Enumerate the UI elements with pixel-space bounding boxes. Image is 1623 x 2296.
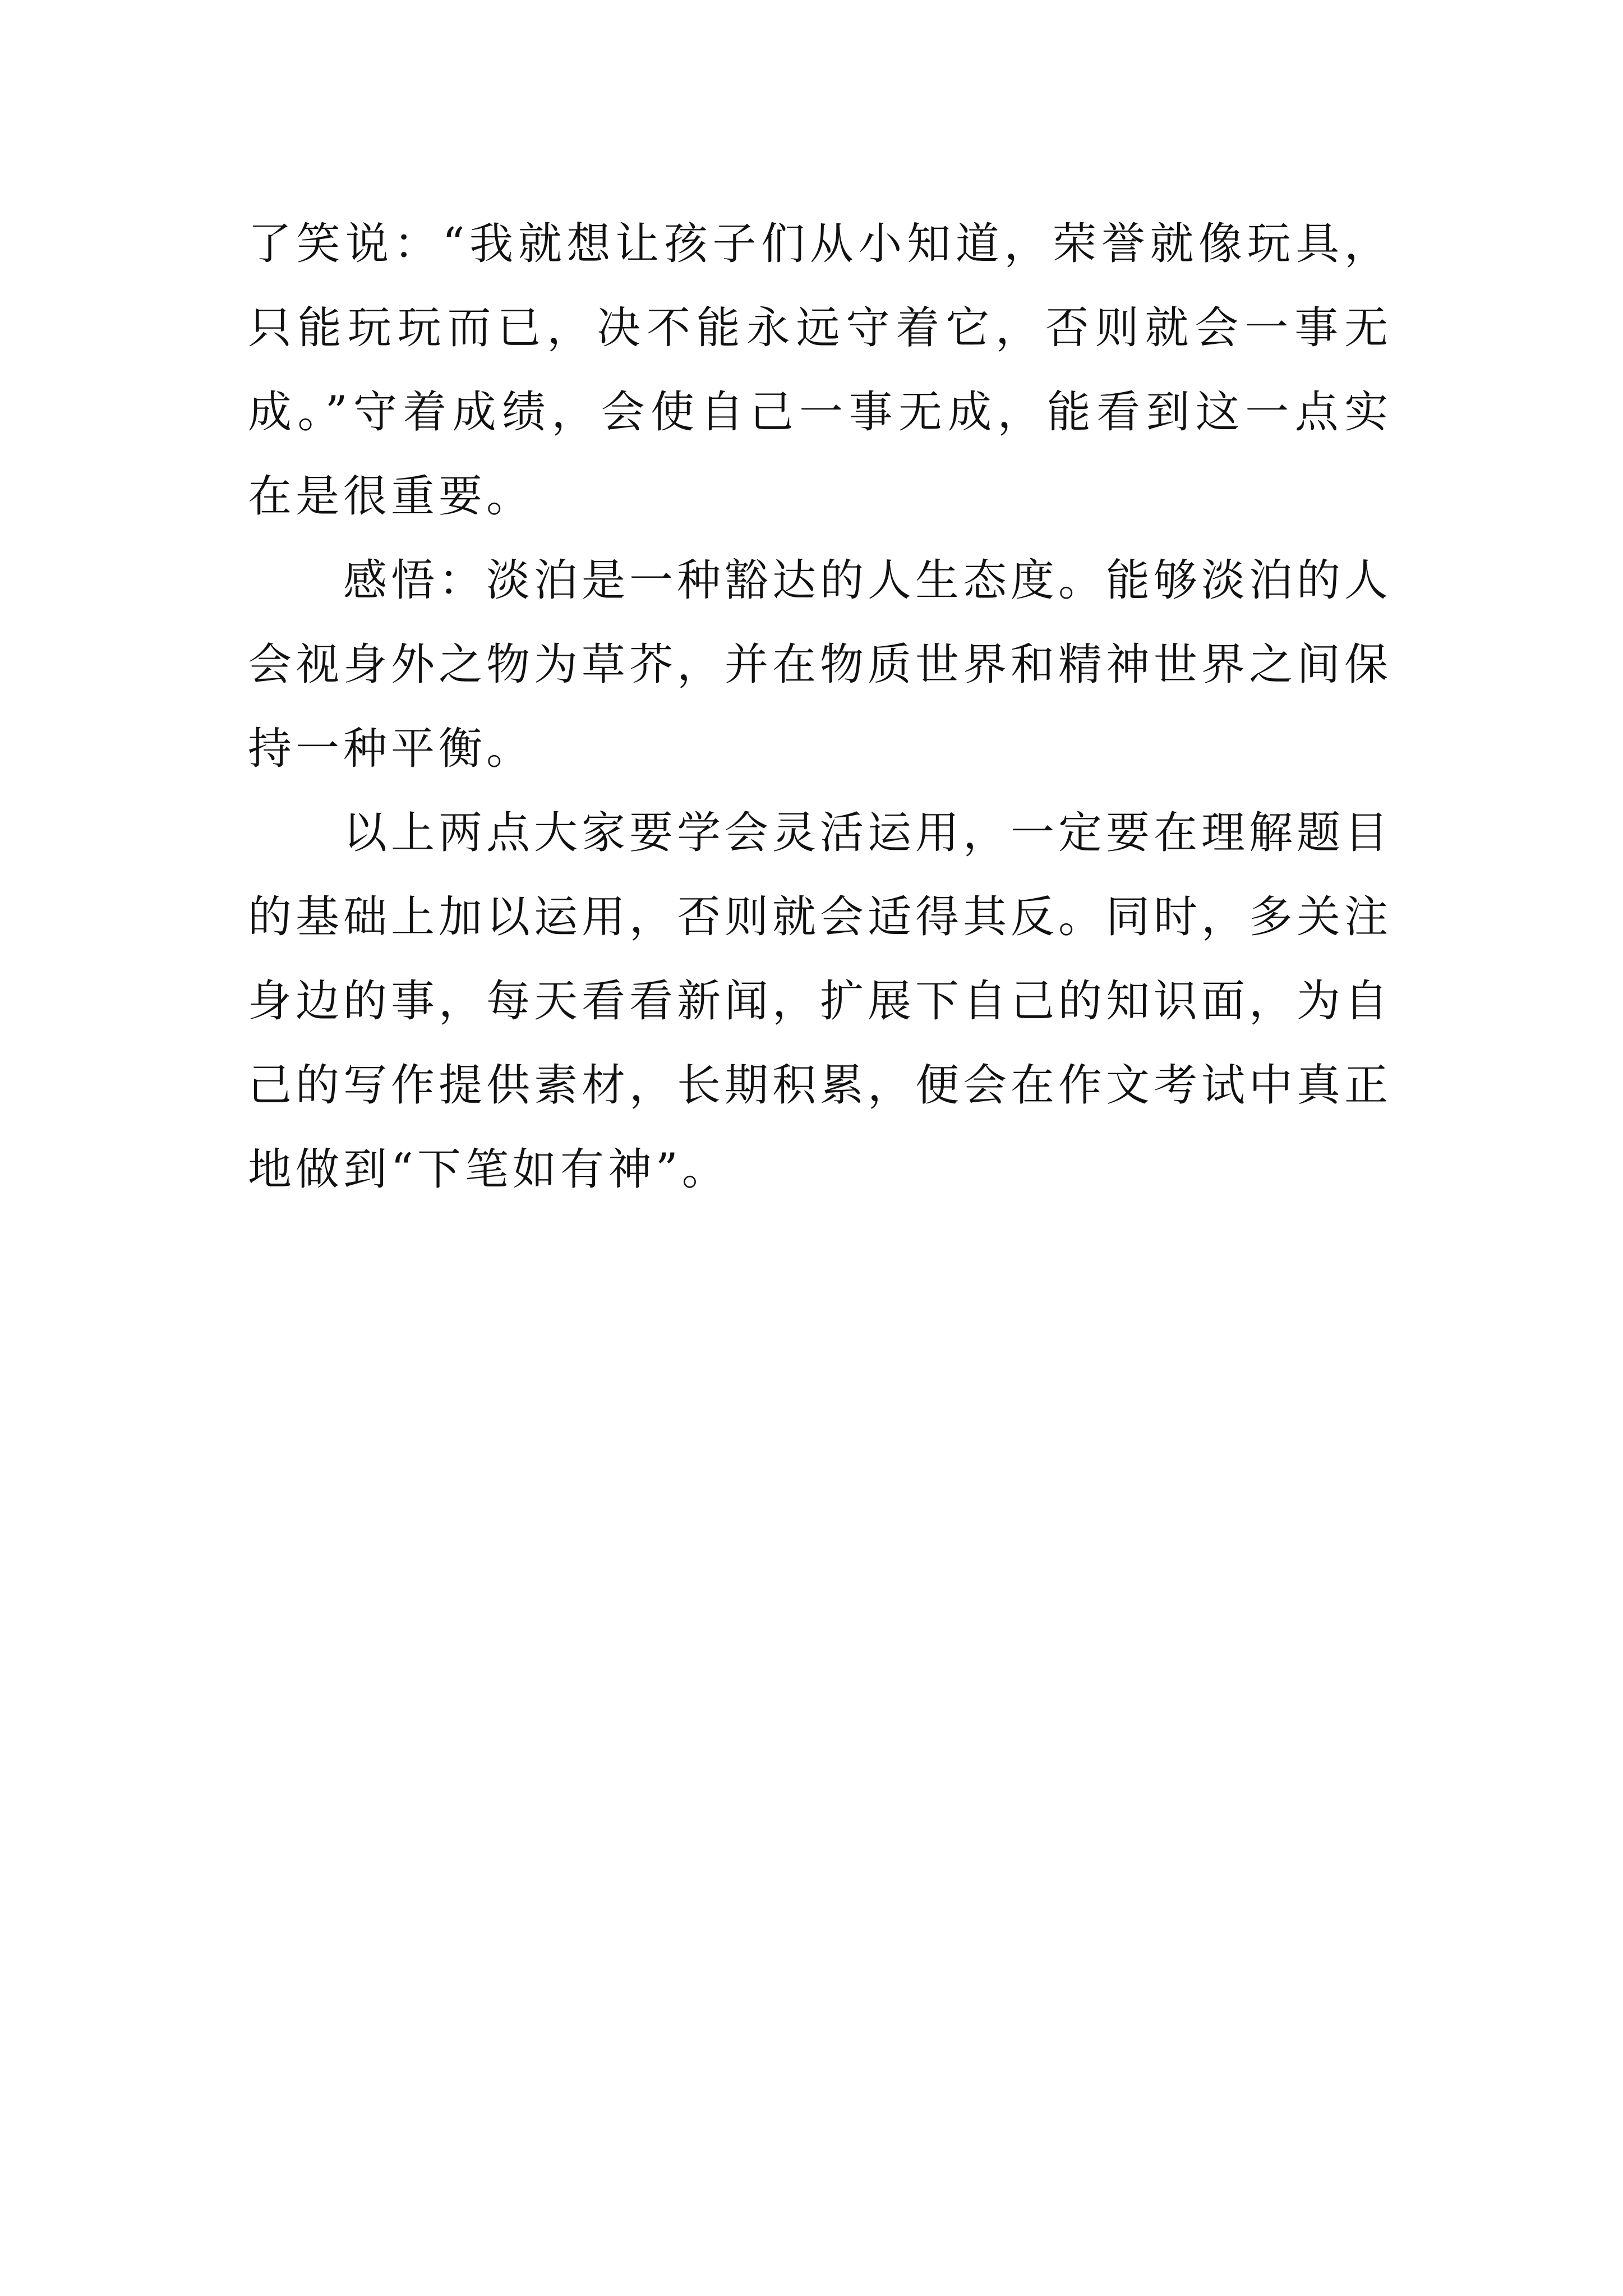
paragraph-continuation: 了笑说：“我就想让孩子们从小知道，荣誉就像玩具，只能玩玩而已，决不能永远守着它，否则就会一事无成。”守着成绩，会使自己一事无成，能看到这一点实在是很重要。 (248, 219, 1392, 522)
body-text (248, 202, 1392, 1212)
paragraph-conclusion: 以上两点大家要学会灵活运用，一定要在理解题目的基础上加以运用，否则就会适得其反。同时，多关注身边的事，每天看看新闻，扩展下自己的知识面，为自己的写作提供素材，长期积累，便会在作文考试中真正地做到“下笔如有神”。 (248, 808, 1393, 1195)
paragraph-reflection: 感悟：淡泊是一种豁达的人生态度。能够淡泊的人会视身外之物为草芥，并在物质世界和精神世界之间保持一种平衡。 (248, 555, 1393, 774)
